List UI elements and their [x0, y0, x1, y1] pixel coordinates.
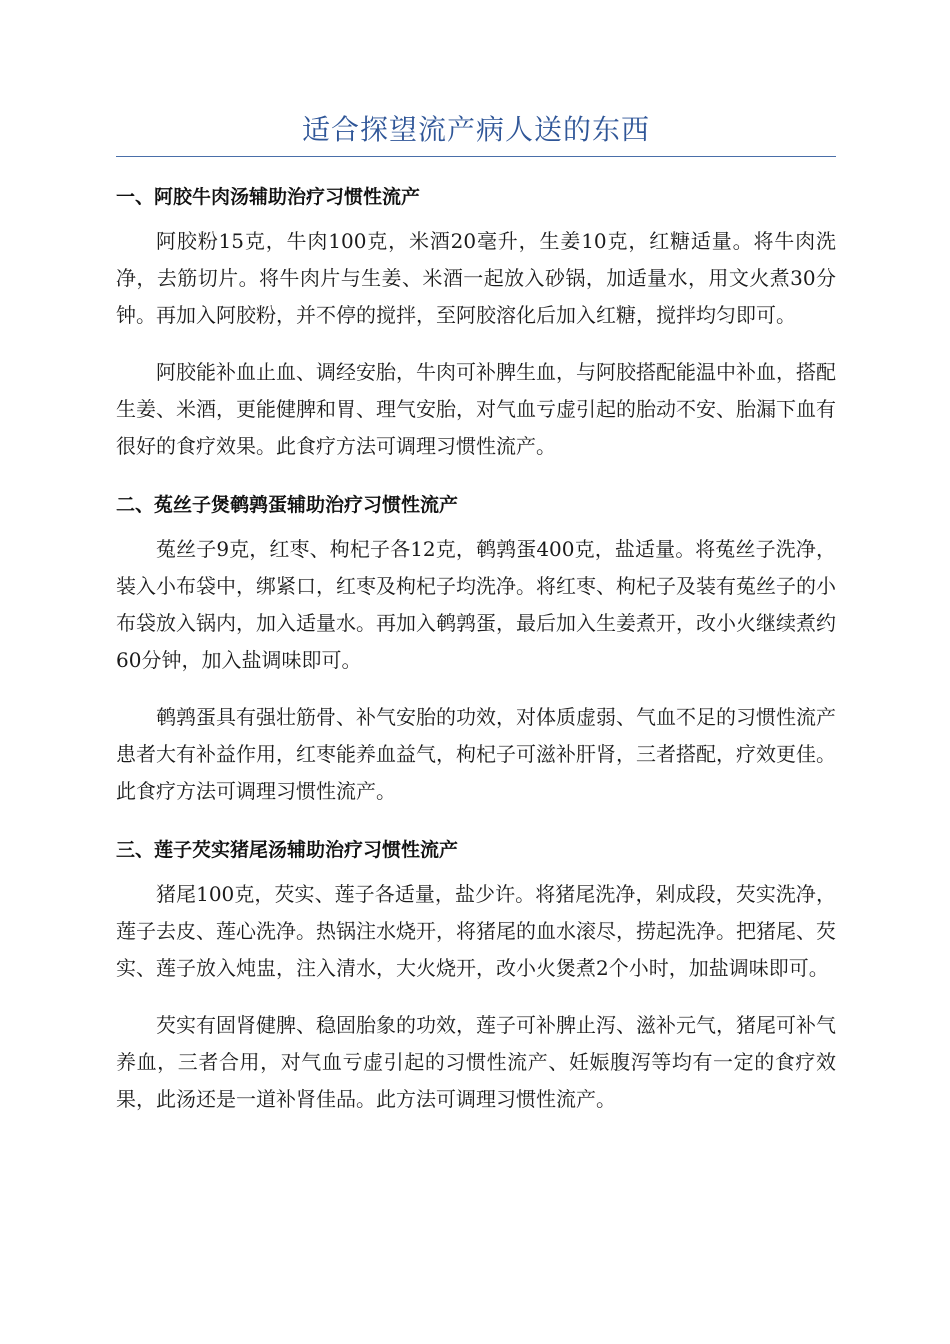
- section-heading: 一、阿胶牛肉汤辅助治疗习惯性流产: [116, 186, 421, 208]
- section-heading: 二、菟丝子煲鹌鹑蛋辅助治疗习惯性流产: [116, 494, 459, 516]
- section-heading: 三、莲子芡实猪尾汤辅助治疗习惯性流产: [116, 839, 459, 861]
- section-3: [116, 836, 836, 1118]
- paragraph: 猪尾100克，芡实、莲子各适量，盐少许。将猪尾洗净，剁成段，芡实洗净，莲子去皮、莲心洗净。热锅注水烧开，将猪尾的血水滚尽，捞起洗净。把猪尾、芡实、莲子放入炖盅，注入清水，大火烧开，改小火煲煮2个小时，加盐调味即可。: [116, 882, 836, 980]
- section-1: [116, 183, 836, 465]
- paragraph: 芡实有固肾健脾、稳固胎象的功效，莲子可补脾止泻、滋补元气，猪尾可补气养血，三者合用，对气血亏虚引起的习惯性流产、妊娠腹泻等均有一定的食疗效果，此汤还是一道补肾佳品。此方法可调理习惯性流产。: [116, 1013, 836, 1111]
- document-title: 适合探望流产病人送的东西: [301, 113, 650, 146]
- document-page: [116, 110, 836, 1138]
- section-2: [116, 491, 836, 810]
- paragraph: 阿胶能补血止血、调经安胎，牛肉可补脾生血，与阿胶搭配能温中补血，搭配生姜、米酒，更能健脾和胃、理气安胎，对气血亏虚引起的胎动不安、胎漏下血有很好的食疗效果。此食疗方法可调理习惯性流产。: [116, 360, 836, 458]
- paragraph: 阿胶粉15克，牛肉100克，米酒20毫升，生姜10克，红糖适量。将牛肉洗净，去筋切片。将牛肉片与生姜、米酒一起放入砂锅，加适量水，用文火煮30分钟。再加入阿胶粉，并不停的搅拌，至阿胶溶化后加入红糖，搅拌均匀即可。: [116, 229, 836, 327]
- paragraph: 菟丝子9克，红枣、枸杞子各12克，鹌鹑蛋400克，盐适量。将菟丝子洗净，装入小布袋中，绑紧口，红枣及枸杞子均洗净。将红枣、枸杞子及装有菟丝子的小布袋放入锅内，加入适量水。再加入鹌鹑蛋，最后加入生姜煮开，改小火继续煮约60分钟，加入盐调味即可。: [116, 537, 836, 672]
- paragraph: 鹌鹑蛋具有强壮筋骨、补气安胎的功效，对体质虚弱、气血不足的习惯性流产患者大有补益作用，红枣能养血益气，枸杞子可滋补肝肾，三者搭配，疗效更佳。此食疗方法可调理习惯性流产。: [116, 705, 836, 803]
- title-underline: [116, 156, 836, 157]
